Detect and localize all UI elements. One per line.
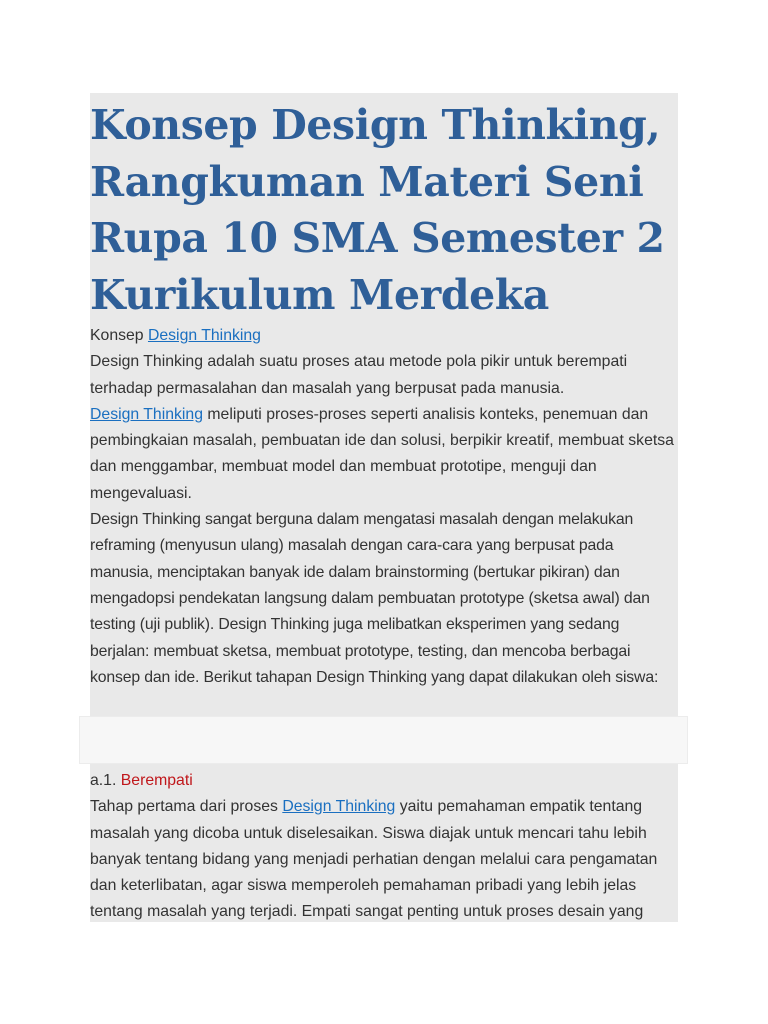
article-title: Konsep Design Thinking, Rangkuman Materi Seni Rupa 10 SMA Semester 2 Kurikulum Merdeka xyxy=(90,101,665,319)
paragraph-usefulness: Design Thinking sangat berguna dalam mengatasi masalah dengan melakukan reframing (menyusun ulang) masalah dengan cara-cara yang berpusat pada manusia, menciptakan banyak ide dalam brainstorming (bertukar pikiran) dan mengadopsi pendekatan langsung dalam pembuatan prototype (sketsa awal) dan testing (uji publik). Design Thinking juga melibatkan eksperimen yang sedang berjalan: membuat sketsa, membuat prototype, testing, dan mencoba berbagai konsep dan ide. Berikut tahapan Design Thinking yang dapat dilakukan oleh siswa: xyxy=(90,511,659,686)
paragraph-empathize-text: yaitu pemahaman empatik tentang masalah yang dicoba untuk diselesaikan. Siswa diajak untuk mencari tahu lebih banyak tentang bidang yang menjadi perhatian dengan melalui cara pengamatan dan keterlibatan, agar siswa memperoleh pemahaman pribadi yang lebih jelas tentang masalah yang terjadi. Empati sangat penting untuk proses desain yang xyxy=(90,798,658,921)
paragraph-processes-text: meliputi proses-proses seperti analisis konteks, penemuan dan pembingkaian masalah, pembuatan ide dan solusi, berpikir kreatif, membuat sketsa dan menggambar, membuat model dan membuat prototipe, menguji dan mengevaluasi. xyxy=(90,405,674,502)
intro-label: Konsep xyxy=(90,327,148,344)
article-content xyxy=(90,93,678,922)
section-empathize xyxy=(90,768,678,922)
paragraph-empathize-lead: Tahap pertama dari proses xyxy=(90,798,283,816)
design-thinking-link[interactable]: Design Thinking xyxy=(147,327,261,344)
step-number: a.1. xyxy=(90,772,121,789)
paragraph-definition: Design Thinking adalah suatu proses atau metode pola pikir untuk berempati terhadap permasalahan dan masalah yang berpusat pada manusia. xyxy=(90,353,628,397)
design-thinking-link[interactable]: Design Thinking xyxy=(282,798,396,816)
embedded-blank-block xyxy=(79,716,688,764)
step-title: Berempati xyxy=(120,772,193,789)
step-heading xyxy=(90,768,678,794)
paragraph-empathize xyxy=(90,794,678,922)
intro-line xyxy=(90,323,678,349)
design-thinking-link[interactable]: Design Thinking xyxy=(90,405,203,423)
paragraph-processes xyxy=(90,402,678,507)
